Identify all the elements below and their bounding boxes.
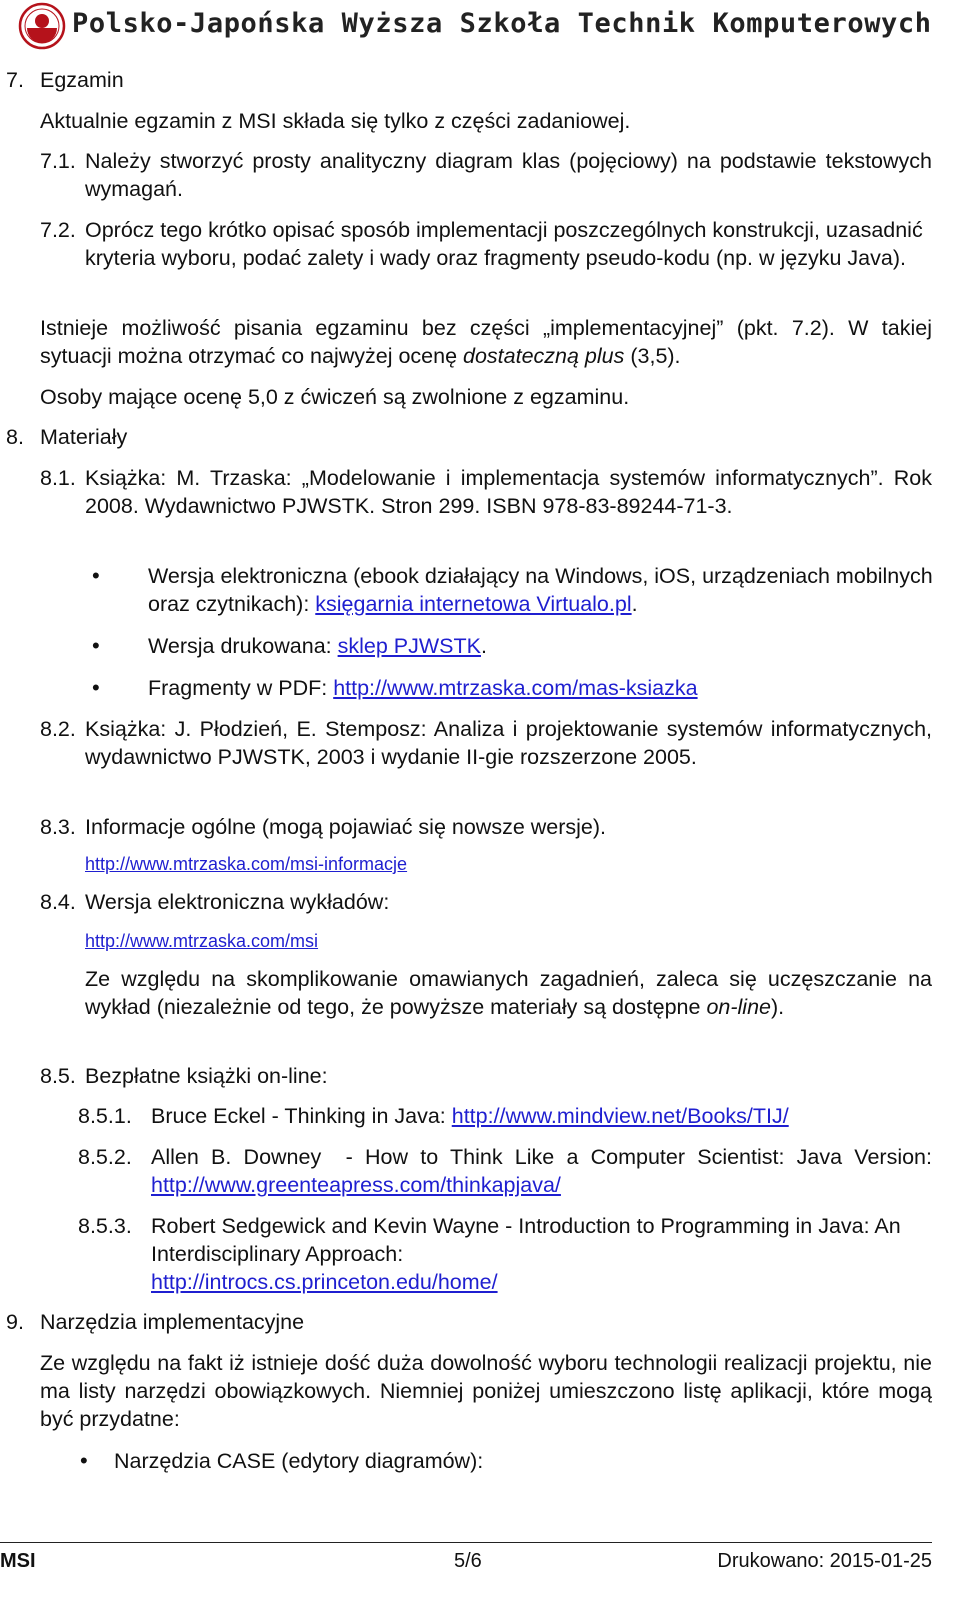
item-8-5-text: Bezpłatne książki on-line: [85, 1064, 328, 1088]
item-8-3-text: Informacje ogólne (mogą pojawiać się nowsze wersje). [85, 815, 607, 839]
msi-lectures-link[interactable]: http://www.mtrzaska.com/msi [85, 931, 319, 951]
item-8-5-1-text: Bruce Eckel - Thinking in Java: http://www.mindview.net/Books/TIJ/ [151, 1104, 789, 1128]
item-8-4-text: Wersja elektroniczna wykładów: [85, 890, 390, 914]
item-8-5-3-number: 8.5.3. [78, 1214, 132, 1238]
section-8-title: Materiały [40, 425, 128, 449]
item-8-2-number: 8.2. [40, 717, 76, 741]
item-8-5-1-number: 8.5.1. [78, 1104, 132, 1128]
section-9-number: 9. [6, 1310, 24, 1334]
exam-note-paragraph: Istnieje możliwość pisania egzaminu bez części „implementacyjnej” (pkt. 7.2). W takiej sytuacji można otrzymać co najwyżej ocenę dostateczną plus (3,5). [40, 316, 932, 368]
item-8-5-3-text: Robert Sedgewick and Kevin Wayne - Introduction to Programming in Java: An Interdisciplinary Approach: [151, 1214, 901, 1266]
item-8-5-number: 8.5. [40, 1064, 76, 1088]
pjwstk-logo [18, 2, 66, 50]
pjwstk-shop-link[interactable]: sklep PJWSTK [337, 634, 481, 658]
item-7-1-number: 7.1. [40, 149, 76, 173]
bullet-dot: • [92, 675, 100, 700]
item-8-5-2-text: Allen B. Downey - How to Think Like a Computer Scientist: Java Version: http://www.greenteapress.com/thinkapjava/ [151, 1145, 938, 1197]
exemption-paragraph: Osoby mające ocenę 5,0 z ćwiczeń są zwolnione z egzaminu. [40, 385, 630, 409]
item-7-2-text: Oprócz tego krótko opisać sposób implementacji poszczególnych konstrukcji, uzasadnić kryteria wyboru, podać zalety i wady oraz fragmenty pseudo-kodu (np. w języku Java). [85, 218, 923, 270]
lecture-attendance-note: Ze względu na skomplikowanie omawianych zagadnień, zaleca się uczęszczanie na wykład (niezależnie od tego, że powyższe materiały są dostępne on-line). [85, 967, 932, 1019]
section-7-title: Egzamin [40, 68, 124, 92]
mindview-link[interactable]: http://www.mindview.net/Books/TIJ/ [451, 1104, 789, 1128]
footer-course: MSI [0, 1550, 36, 1572]
tools-paragraph: Ze względu na fakt iż istnieje dość duża dowolność wyboru technologii realizacji projektu, nie ma listy narzędzi obowiązkowych. Niemniej poniżej umieszczono listę aplikacji, które mogą być przydatne: [40, 1351, 932, 1431]
bullet-dot: • [92, 563, 100, 588]
msi-informacje-link[interactable]: http://www.mtrzaska.com/msi-informacje [85, 854, 408, 874]
case-tools-item: Narzędzia CASE (edytory diagramów): [114, 1449, 484, 1473]
item-8-2-text: Książka: J. Płodzień, E. Stemposz: Analiza i projektowanie systemów informatycznych, wydawnictwo PJWSTK, 2003 i wydanie II-gie rozszerzone 2005. [85, 717, 932, 769]
item-8-1-text: Książka: M. Trzaska: „Modelowanie i implementacja systemów informatycznych”. Rok 2008. Wydawnictwo PJWSTK. Stron 299. ISBN 978-83-89244-71-3. [85, 466, 932, 518]
item-7-1-text: Należy stworzyć prosty analityczny diagram klas (pojęciowy) na podstawie tekstowych wymagań. [85, 149, 932, 201]
section-9-title: Narzędzia implementacyjne [40, 1310, 305, 1334]
school-name: Polsko-Japońska Wyższa Szkoła Technik Komputerowych [72, 8, 932, 39]
item-8-3-number: 8.3. [40, 815, 76, 839]
item-8-4-number: 8.4. [40, 890, 76, 914]
bullet-dot: • [80, 1448, 88, 1473]
virtualo-link[interactable]: księgarnia internetowa Virtualo.pl [315, 592, 632, 616]
bullet-ebook: Wersja elektroniczna (ebook działający na Windows, iOS, urządzeniach mobilnych oraz czytnikach): księgarnia internetowa Virtualo.pl. [148, 564, 933, 616]
bullet-dot: • [92, 633, 100, 658]
page-header [0, 0, 960, 52]
item-8-1-number: 8.1. [40, 466, 76, 490]
bullet-print: Wersja drukowana: sklep PJWSTK. [148, 634, 487, 658]
footer-print-date: Drukowano: 2015-01-25 [717, 1550, 932, 1572]
section-7-number: 7. [6, 68, 24, 92]
bullet-pdf: Fragmenty w PDF: http://www.mtrzaska.com/mas-ksiazka [148, 676, 698, 700]
princeton-link[interactable]: http://introcs.cs.princeton.edu/home/ [151, 1270, 498, 1294]
item-7-2-number: 7.2. [40, 218, 76, 242]
section-8-number: 8. [6, 425, 24, 449]
footer-divider [0, 1542, 932, 1543]
footer-page-number: 5/6 [454, 1550, 482, 1572]
section-7-intro: Aktualnie egzamin z MSI składa się tylko z części zadaniowej. [40, 109, 631, 133]
item-8-5-2-number: 8.5.2. [78, 1145, 132, 1169]
greenteapress-link[interactable]: http://www.greenteapress.com/thinkapjava/ [151, 1173, 561, 1197]
mas-ksiazka-link[interactable]: http://www.mtrzaska.com/mas-ksiazka [333, 676, 698, 700]
